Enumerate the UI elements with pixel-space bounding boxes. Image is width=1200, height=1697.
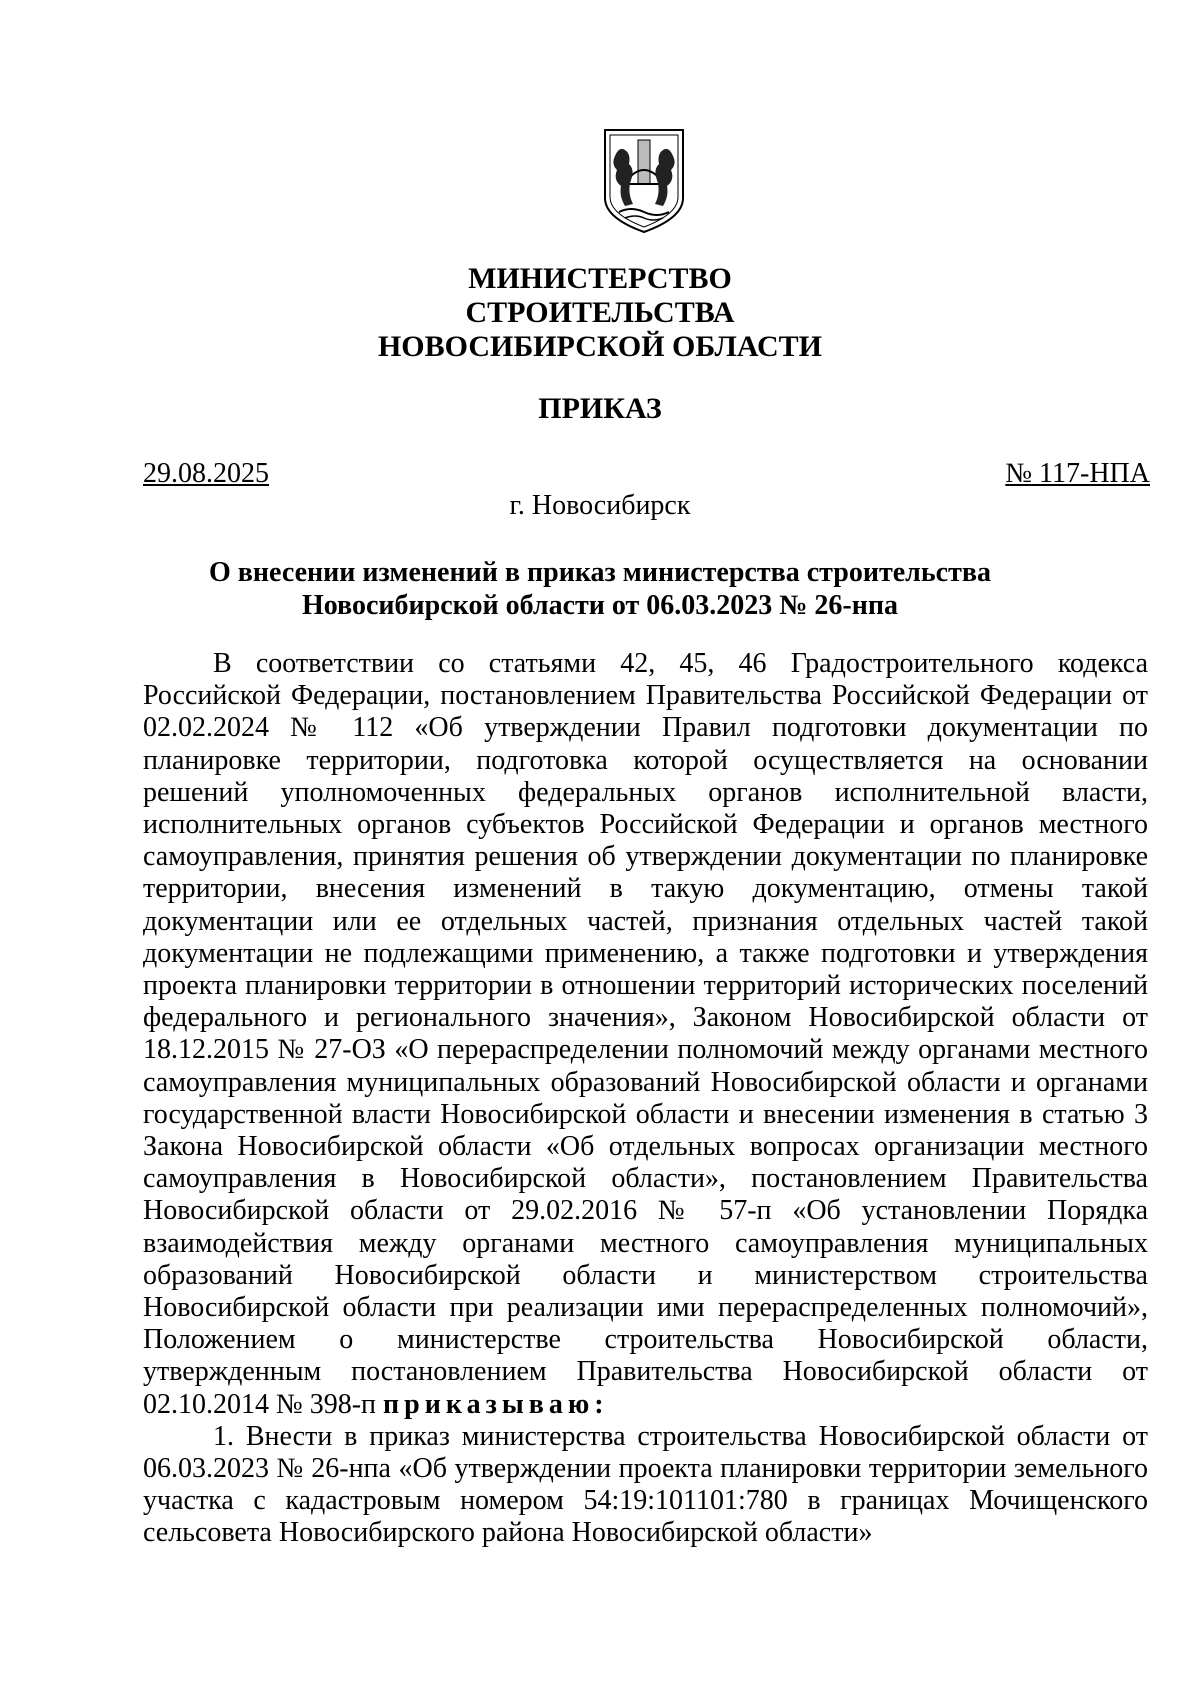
document-number: № 117-НПА (1005, 458, 1150, 489)
ministry-name-line: НОВОСИБИРСКОЙ ОБЛАСТИ (377, 330, 823, 363)
document-date: 29.08.2025 (143, 458, 269, 489)
ministry-name (0, 262, 1200, 364)
document-body (143, 648, 1148, 1550)
document-meta-row (143, 458, 1150, 490)
preamble-text: В соответствии со статьями 42, 45, 46 Градостроительного кодекса Российской Федерации, постановлением Правительства Российской Федерации от 02.02.2024 № 112 «Об утверждении Правил подготовки документации по планировке территории, подготовка которой осуществляется на основании решений уполномоченных федеральных органов исполнительной власти, исполнительных органов субъектов Российской Федерации и органов местного самоуправления, принятия решения об утверждении документации по планировке территории, внесения изменений в такую документацию, отмены такой документации или ее отдельных частей, признания отдельных частей такой документации не подлежащими применению, а также подготовки и утверждения проекта планировки территории в отношении территорий исторических поселений федерального и регионального значения», Законом Новосибирской области от 18.12.2015 № 27-ОЗ «О перераспределении полномочий между органами местного самоуправления муниципальных образований Новосибирской области и органами государственной власти Новосибирской области и внесении изменения в статью 3 Закона Новосибирской области «Об отдельных вопросах организации местного самоуправления в Новосибирской области», постановлением Правительства Новосибирской области от 29.02.2016 № 57-п «Об установлении Порядка взаимодействия между органами местного самоуправления муниципальных образований Новосибирской области и министерством строительства Новосибирской области при реализации ими перераспределенных полномочий», Положением о министерстве строительства Новосибирской области, утвержденным постановлением Правительства Новосибирской области от 02.10.2014 № 398-п (143, 648, 1148, 1420)
document-city: г. Новосибирск (509, 490, 691, 521)
subject-line: Новосибирской области от 06.03.2023 № 26-нпа (301, 590, 899, 621)
document-subject (0, 556, 1200, 622)
document-type-title: ПРИКАЗ (538, 392, 662, 425)
coat-of-arms-icon (601, 126, 687, 236)
subject-line: О внесении изменений в приказ министерства строительства (209, 557, 991, 588)
ministry-name-line: СТРОИТЕЛЬСТВА (465, 296, 735, 329)
item-1-paragraph: 1. Внести в приказ министерства строительства Новосибирской области от 06.03.2023 № 26-нпа «Об утверждении проекта планировки территории земельного участка с кадастровым номером 54:19:101101:780 в границах Мочищенского сельсовета Новосибирского района Новосибирской области» (143, 1420, 1148, 1549)
preamble-paragraph (143, 648, 1148, 1421)
ministry-name-line: МИНИСТЕРСТВО (468, 262, 732, 295)
decree-word: приказываю: (383, 1388, 609, 1420)
